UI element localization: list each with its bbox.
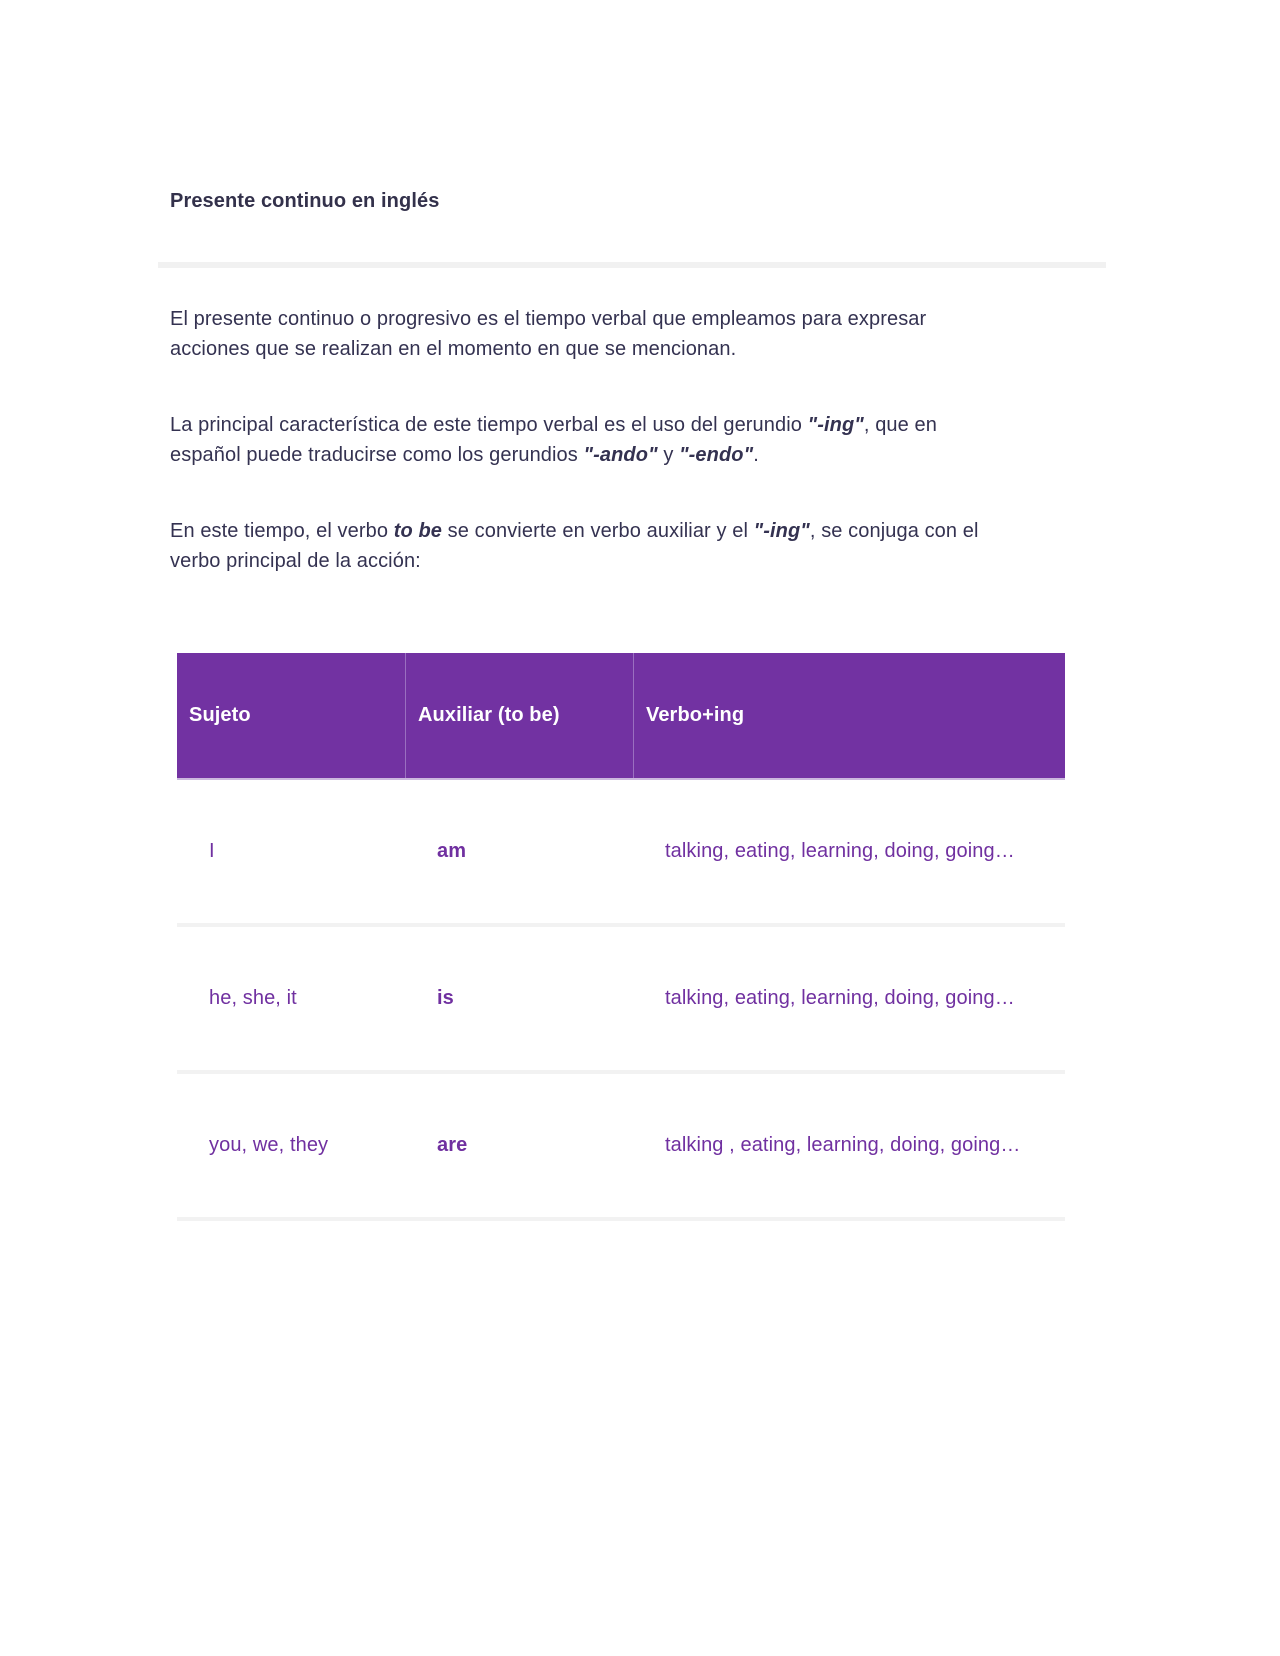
title-divider <box>158 262 1106 268</box>
table-row <box>177 1074 1065 1221</box>
cell-auxiliary: is <box>437 987 454 1009</box>
conjugation-table <box>177 653 1065 1221</box>
paragraph-present-continuous-definition: El presente continuo o progresivo es el tiempo verbal que empleamos para expresar acciones que se realizan en el momento en que se mencionan. <box>170 308 927 360</box>
page-title: Presente continuo en inglés <box>170 190 440 212</box>
cell-auxiliary: am <box>437 840 467 862</box>
cell-subject: he, she, it <box>209 987 297 1009</box>
cell-subject: I <box>209 840 215 862</box>
cell-verb-ing: talking , eating, learning, doing, going… <box>665 1134 1021 1156</box>
column-header-sujeto: Sujeto <box>189 704 251 726</box>
cell-auxiliary: are <box>437 1134 468 1156</box>
cell-verb-ing: talking, eating, learning, doing, going… <box>665 987 1015 1009</box>
table-row <box>177 927 1065 1074</box>
column-header-auxiliar: Auxiliar (to be) <box>405 653 633 778</box>
paragraph-to-be-auxiliary: En este tiempo, el verbo to be se convierte en verbo auxiliar y el "-ing", se conjuga con el verbo principal de la acción: <box>170 520 979 572</box>
cell-subject: you, we, they <box>209 1134 329 1156</box>
table-row <box>177 780 1065 927</box>
paragraph-gerund-characteristic: La principal característica de este tiempo verbal es el uso del gerundio "-ing", que en español puede traducirse como los gerundios "-ando" y "-endo". <box>170 414 937 466</box>
column-header-verbo-ing: Verbo+ing <box>633 653 1065 778</box>
table-header-row <box>177 653 1065 780</box>
cell-verb-ing: talking, eating, learning, doing, going… <box>665 840 1015 862</box>
